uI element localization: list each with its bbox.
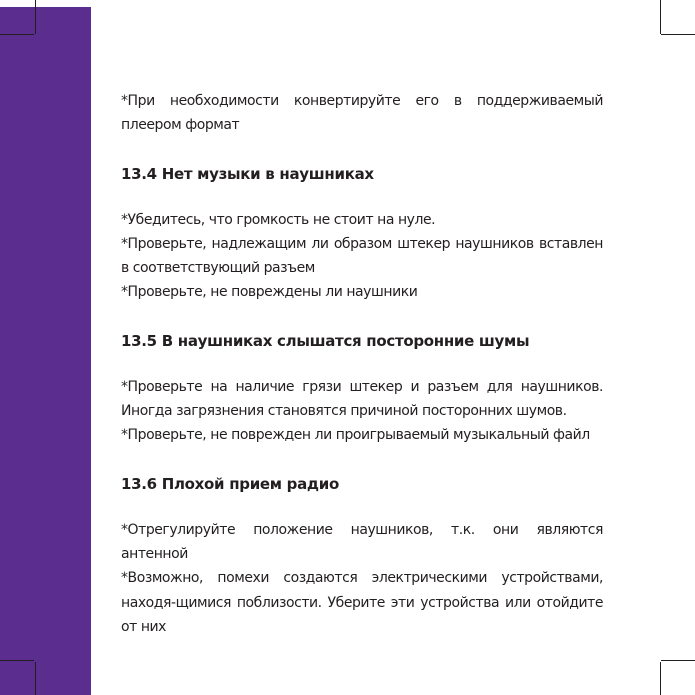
section-13-6-heading: 13.6 Плохой прием радио	[121, 474, 339, 493]
intro-paragraph: *При необходимости конвертируйте его в поддерживаемый плеером формат	[121, 93, 603, 134]
section-13-4-line-3: *Проверьте, не повреждены ли наушники	[121, 284, 418, 301]
section-13-5-line-2: *Проверьте, не поврежден ли проигрываемый музыкальный файл	[121, 427, 590, 444]
section-13-5-line-1: *Проверьте на наличие грязи штекер и разъем для наушников. Иногда загрязнения становятся причиной посторонних шумов.	[121, 378, 603, 420]
section-13-4-line-2: *Проверьте, надлежащим ли образом штекер наушников вставлен в соответствующий разъем	[121, 235, 603, 277]
section-13-4-heading: 13.4 Нет музыки в наушниках	[121, 164, 374, 183]
section-13-5-heading: 13.5 В наушниках слышатся посторонние шумы	[121, 331, 530, 350]
page-content	[121, 89, 603, 639]
section-13-6-line-2: *Возможно, помехи создаются электрическими устройствами, находя-щимися поблизости. Уберите эти устройства или отойдите от них	[121, 570, 603, 635]
section-13-6-line-1: *Отрегулируйте положение наушников, т.к. они являются антенной	[121, 521, 603, 562]
crop-mark-bottom-right-horizontal	[661, 660, 695, 661]
crop-mark-top-right-horizontal	[661, 34, 695, 35]
crop-mark-bottom-right-vertical	[660, 662, 661, 695]
purple-side-band	[0, 7, 91, 695]
crop-mark-top-right-vertical	[660, 0, 661, 34]
crop-mark-bottom-left-horizontal	[0, 660, 34, 661]
crop-mark-top-left-vertical	[35, 0, 36, 34]
section-13-4-line-1: *Убедитесь, что громкость не стоит на нуле.	[121, 211, 436, 228]
crop-mark-bottom-left-vertical	[35, 662, 36, 695]
crop-mark-top-left-horizontal	[0, 34, 34, 35]
